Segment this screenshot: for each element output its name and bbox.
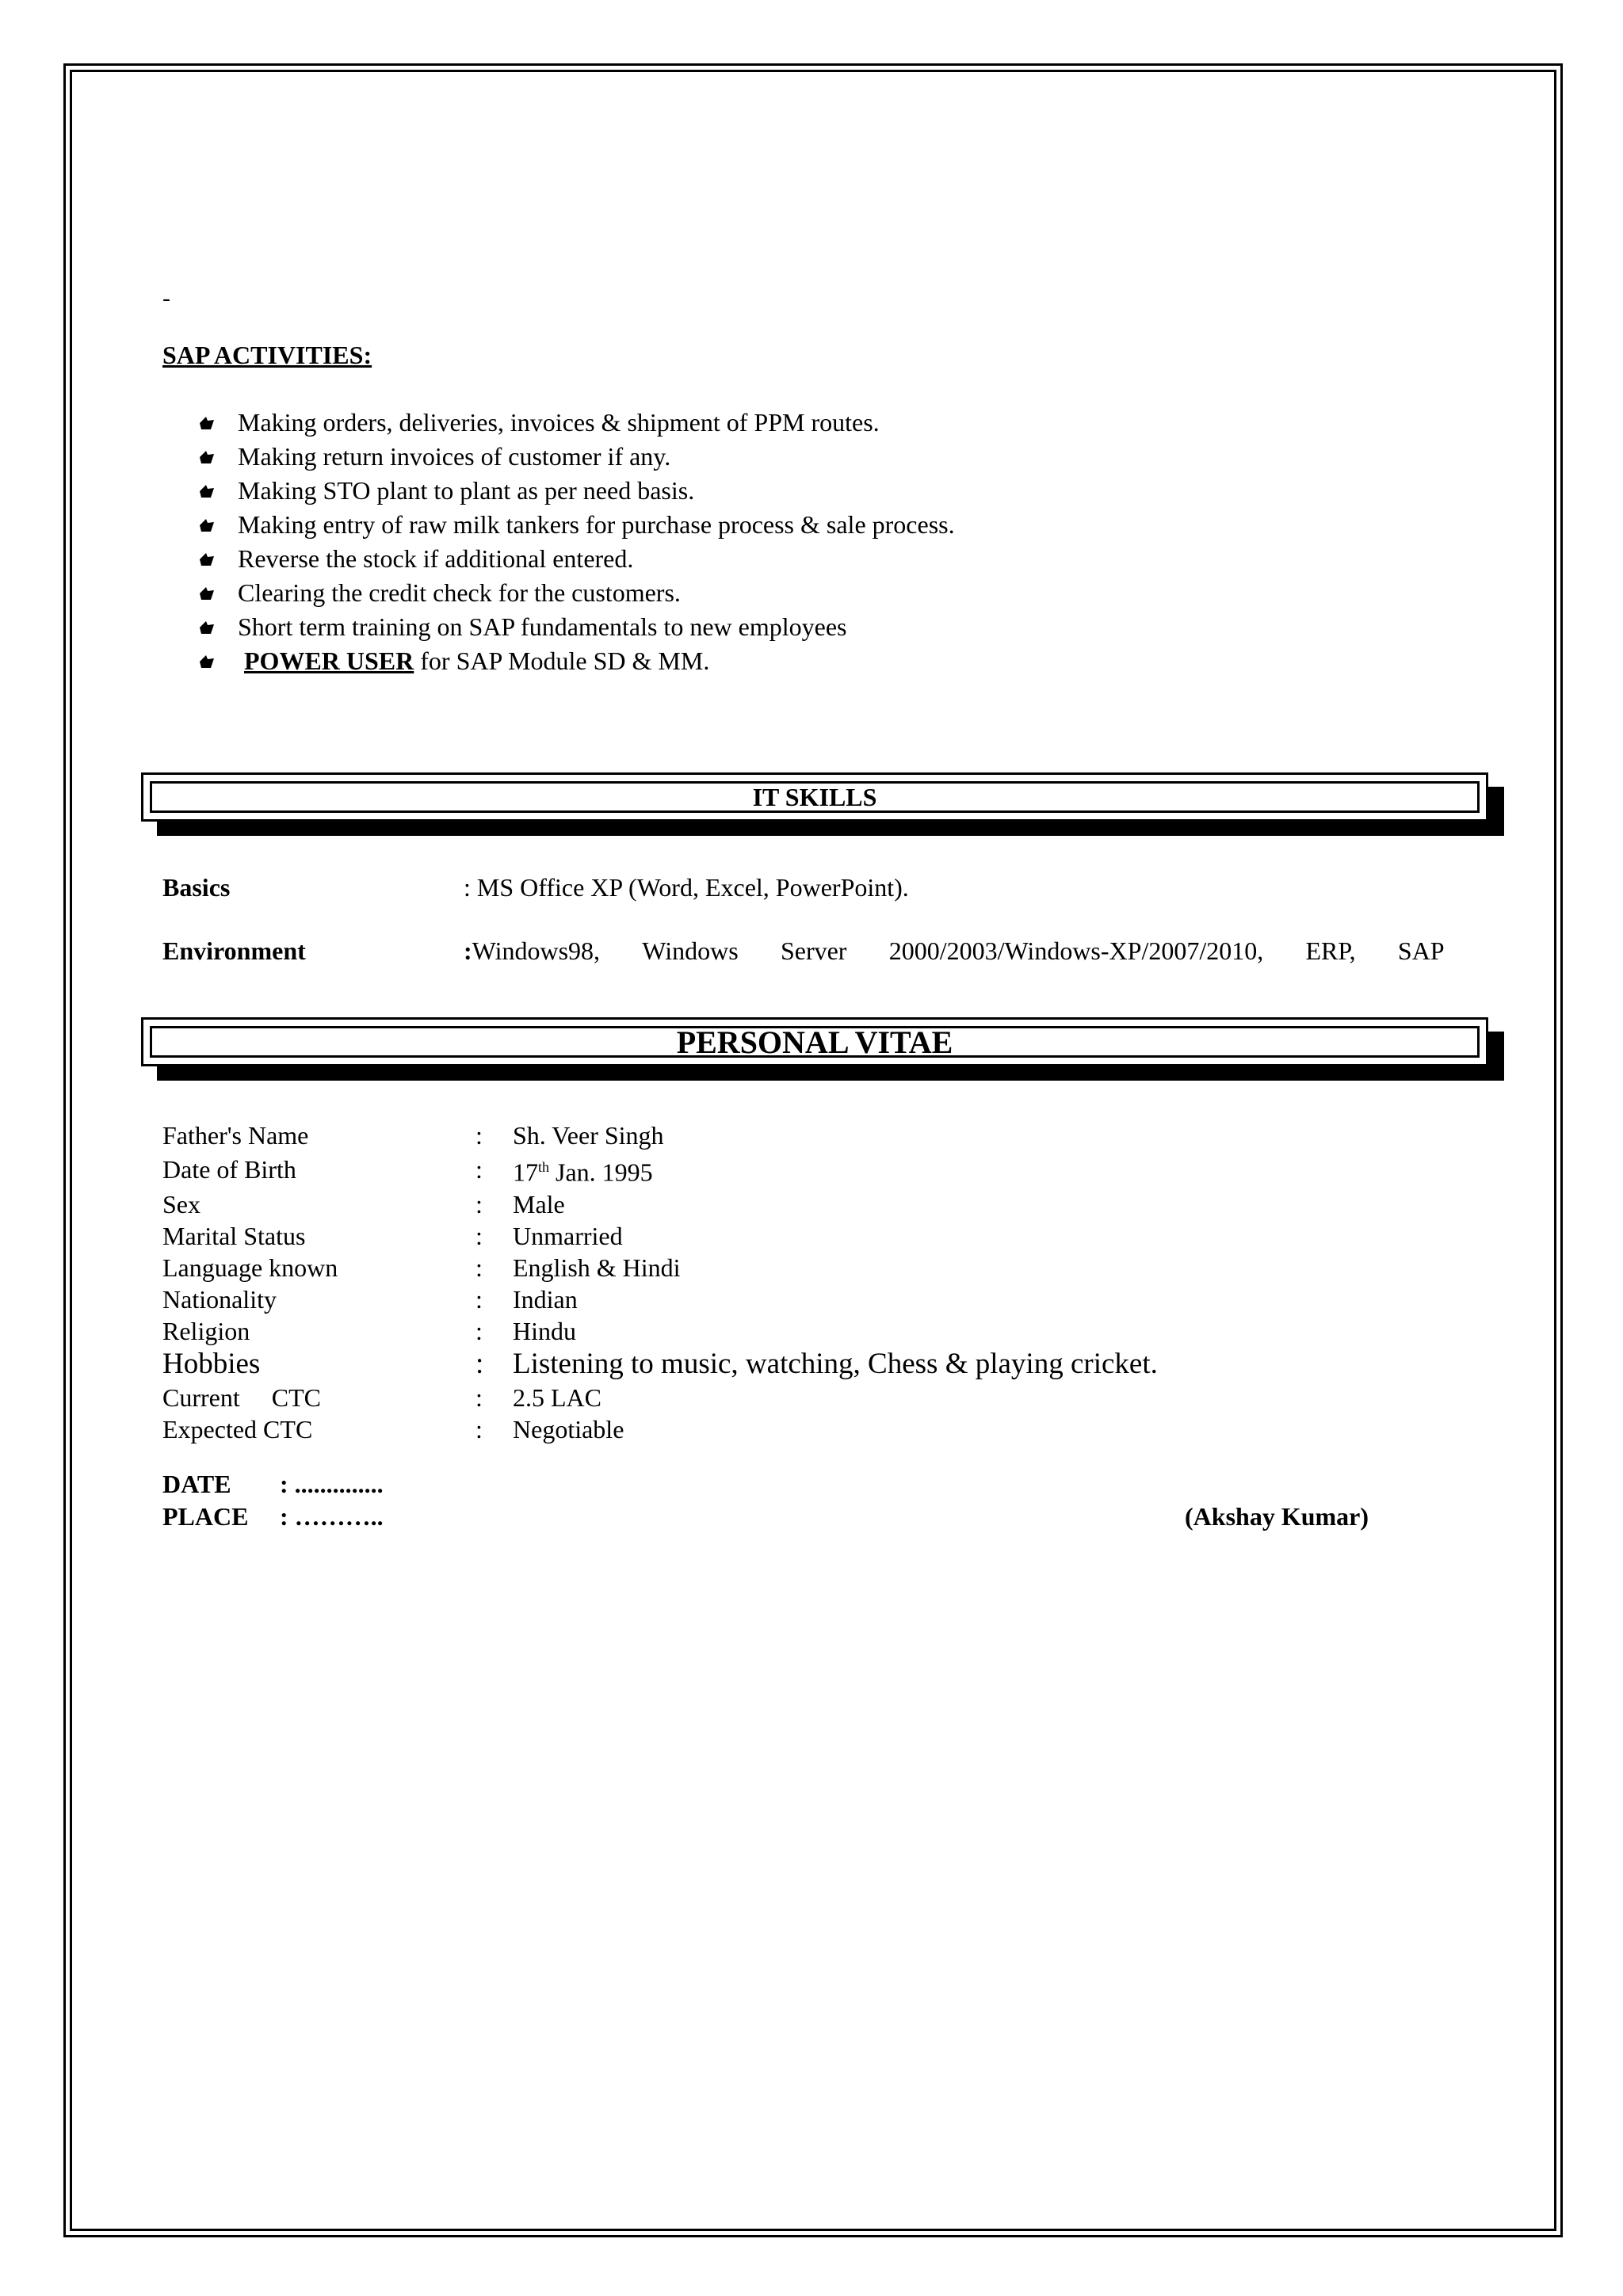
list-item: Clearing the credit check for the customers.: [198, 576, 955, 610]
list-item: Reverse the stock if additional entered.: [198, 542, 955, 576]
skills-row-environment: [162, 936, 1445, 966]
bullet-icon: [198, 620, 238, 635]
bullet-icon: [198, 483, 238, 499]
date-value: : ..............: [280, 1470, 384, 1498]
bullet-icon: [198, 517, 238, 533]
personal-details-table: [162, 1119, 1158, 1445]
it-skills-banner: [141, 772, 1488, 822]
list-item: Making entry of raw milk tankers for purchase process & sale process.: [198, 508, 955, 542]
skills-row-basics: [162, 873, 909, 902]
environment-values: Windows98, Windows Server 2000/2003/Windows-XP/2007/2010, ERP, SAP: [472, 936, 1445, 965]
list-item: POWER USER for SAP Module SD & MM.: [198, 644, 955, 678]
table-row: Date of Birth : 17th Jan. 1995: [162, 1155, 653, 1187]
bullet-icon: [198, 585, 238, 601]
place-value: : ………..: [280, 1502, 384, 1531]
it-skills-title: IT SKILLS: [150, 781, 1480, 813]
table-row: Nationality : Indian: [162, 1284, 578, 1314]
table-row: Current CTC : 2.5 LAC: [162, 1383, 601, 1412]
table-row: Religion : Hindu: [162, 1316, 576, 1345]
list-item: Making STO plant to plant as per need basis.: [198, 474, 955, 508]
basics-value: : MS Office XP (Word, Excel, PowerPoint).: [464, 873, 909, 902]
table-row: Father's Name : Sh. Veer Singh: [162, 1121, 664, 1150]
bullet-icon: [198, 415, 238, 431]
personal-vitae-title: PERSONAL VITAE: [150, 1026, 1480, 1058]
table-row: Expected CTC : Negotiable: [162, 1414, 624, 1444]
personal-vitae-banner: [141, 1017, 1488, 1066]
sap-activities-list: [198, 406, 955, 678]
table-row: Language known : English & Hindi: [162, 1253, 681, 1282]
bullet-icon: [198, 449, 238, 465]
environment-colon: :: [464, 936, 472, 965]
bullet-icon: [198, 654, 238, 669]
power-user-label: POWER USER: [244, 646, 414, 675]
table-row: Marital Status : Unmarried: [162, 1221, 623, 1250]
signature-name: (Akshay Kumar): [1185, 1502, 1369, 1531]
table-row: Hobbies : Listening to music, watching, Chess & playing cricket.: [162, 1347, 1158, 1380]
list-item: Short term training on SAP fundamentals to new employees: [198, 610, 955, 644]
list-item: Making orders, deliveries, invoices & shipment of PPM routes.: [198, 406, 955, 440]
place-label: PLACE: [162, 1502, 249, 1531]
basics-label: Basics: [162, 873, 231, 902]
place-line: [162, 1502, 384, 1531]
bullet-icon: [198, 551, 238, 567]
environment-label: Environment: [162, 936, 306, 965]
stray-dash: -: [162, 285, 170, 311]
list-item: Making return invoices of customer if any.: [198, 440, 955, 474]
date-line: [162, 1470, 384, 1499]
table-row: Sex : Male: [162, 1189, 565, 1219]
sap-activities-heading: SAP ACTIVITIES:: [162, 341, 372, 369]
date-label: DATE: [162, 1470, 231, 1498]
